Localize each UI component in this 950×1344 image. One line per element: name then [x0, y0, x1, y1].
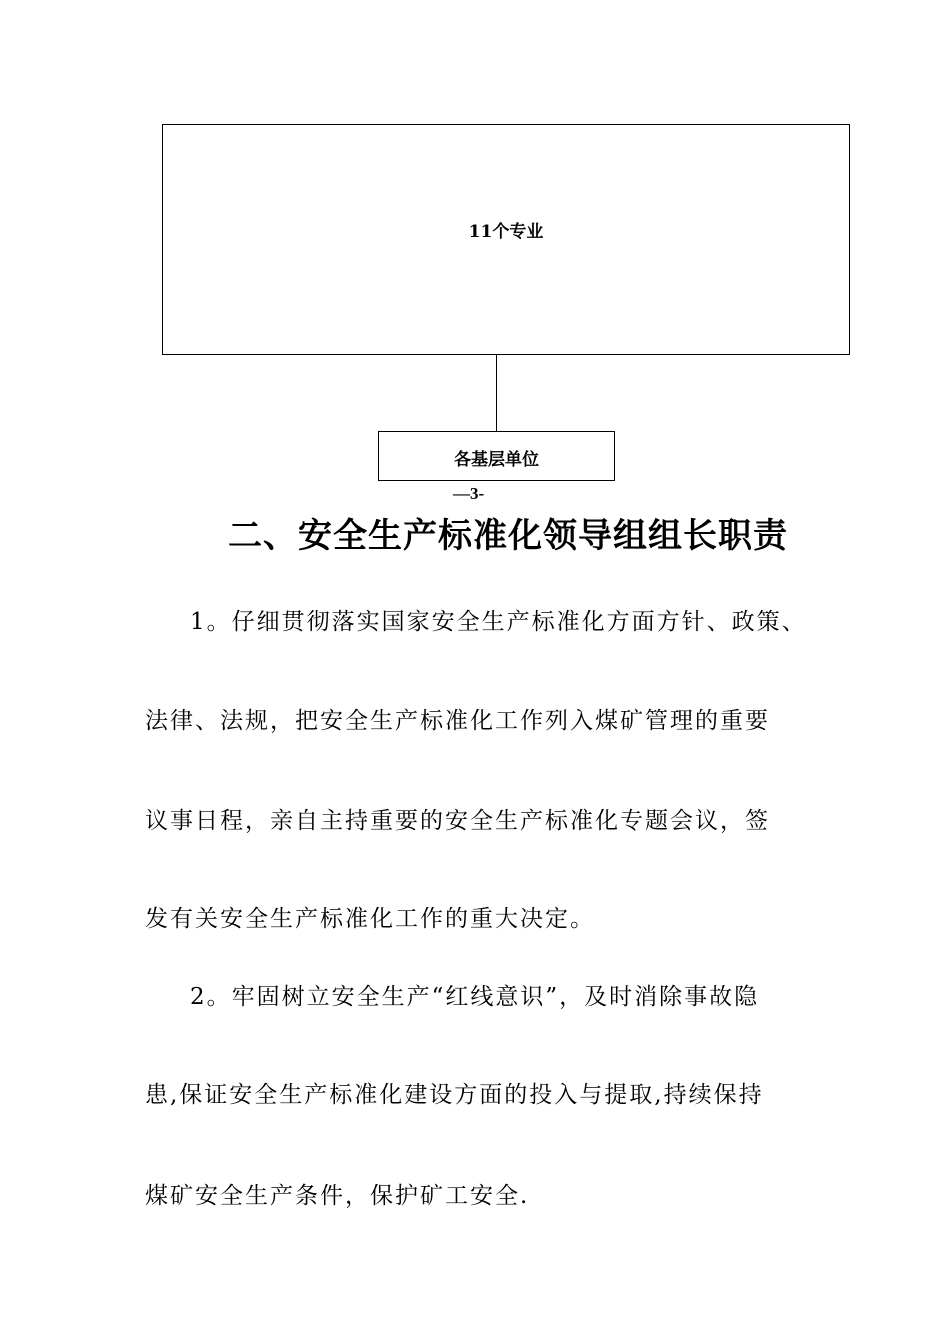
paragraph-line: 议事日程，亲自主持重要的安全生产标准化专题会议，签 [145, 808, 770, 834]
paragraph-line: 2。牢固树立安全生产“红线意识”，及时消除事故隐 [190, 984, 760, 1010]
org-chart-lower-label: 各基层单位 [454, 450, 539, 470]
paragraph-line: 患,保证安全生产标准化建设方面的投入与提取,持续保持 [145, 1082, 764, 1108]
org-chart-upper-label: 11个专业 [468, 222, 544, 242]
paragraph-line: 法律、法规，把安全生产标准化工作列入煤矿管理的重要 [145, 708, 770, 734]
paragraph-line: 煤矿安全生产条件，保护矿工安全. [145, 1183, 530, 1209]
page-number: —3- [453, 484, 485, 503]
org-chart-connector-line [496, 355, 497, 432]
section-heading: 二、安全生产标准化领导组组长职责 [228, 516, 788, 556]
org-chart-upper-box [162, 124, 850, 355]
paragraph-line: 1。仔细贯彻落实国家安全生产标准化方面方针、政策、 [190, 609, 807, 635]
paragraph-line: 发有关安全生产标准化工作的重大决定。 [145, 906, 595, 932]
org-chart-lower-box [378, 431, 615, 481]
